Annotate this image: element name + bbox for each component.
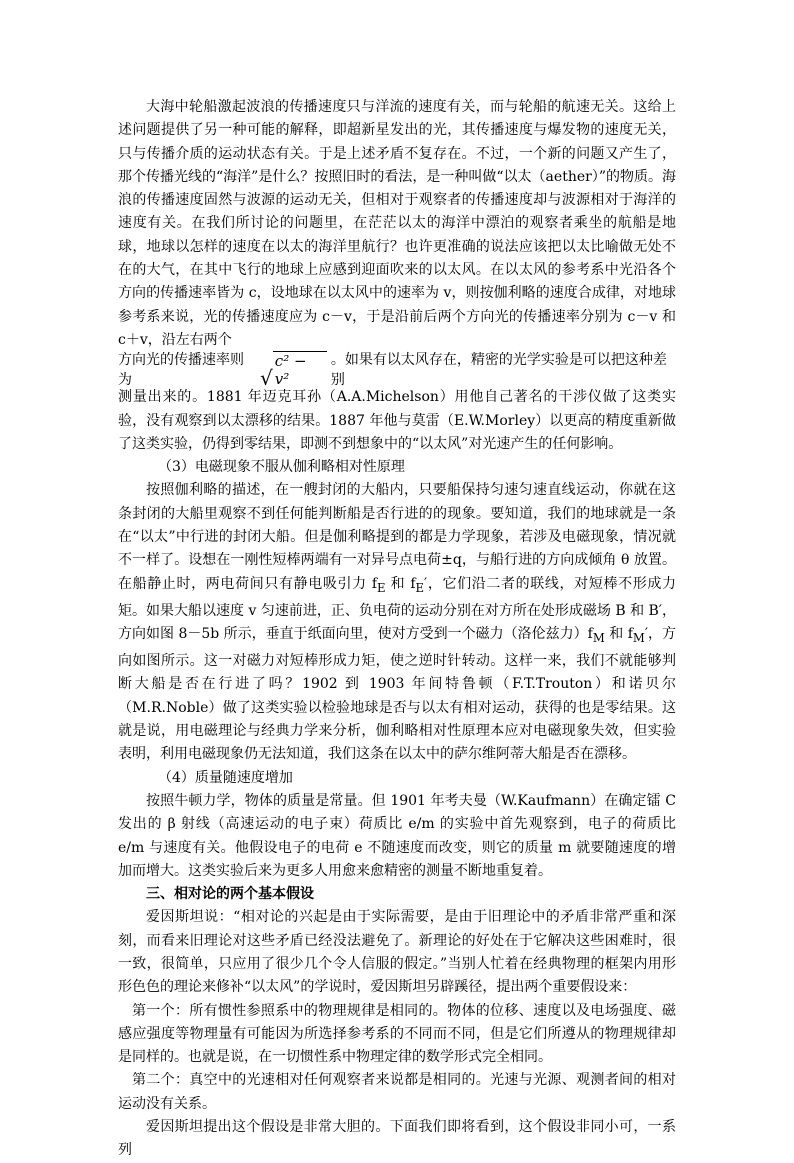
sqrt-formula	[260, 351, 327, 388]
radical-sign-icon: √	[260, 365, 273, 390]
heading-mass-velocity: （4）质量随速度增加	[158, 769, 293, 786]
paragraph-trouton-noble: 按照伽利略的描述，在一艘封闭的大船内，只要船保持匀速匀速直线运动，你就在这条封闭的大船里观察不到任何能判断船是否行进的的现象。要知道，我们的地球就是一条在“以太”中行进的封闭大船。但是伽利略提到的都是力学现象，若涉及电磁现象，情况就不一样了。设想在一刚性短棒两端有一对异号点电荷±q，与船行进的方向成倾角 θ 放置。在船静止时，两电荷间只有静电吸引力 $f_E$ 和 $f_E'$，它们沿二者的联线，对短棒不形成力矩。如果大船以速度 v 匀速前进，正、负电荷的运动分别在对方所在处形成磁场 B 和 B′，方向如图 8－5b 所示，垂直于纸面向里，使对方受到一个磁力（洛伦兹力）$f_M$ 和 $f_M'$，方向如图所示。这一对磁力对短棒形成力矩，使之逆时针转动。这样一来，我们不就能够判断大船是否在行进了吗？1902 到 1903 年间特鲁顿（F.T.Trouton）和诺贝尔（M.R.Noble）做了这类实验以检验地球是否与以太有相对运动，获得的也是零结果。这就是说，用电磁理论与经典力学来分析，伽利略相对性原理本应对电磁现象失效，但实验表明，利用电磁现象仍无法知道，我们这条在以太中的萨尔维阿蒂大船是否在漂移。	[118, 482, 677, 763]
paragraph-einstein-quote: 爱因斯坦说：“相对论的兴起是由于实际需要，是由于旧理论中的矛盾非常严重和深刻，而看来旧理论对这些矛盾已经没法避免了。新理论的好处在于它解决这些困难时，很一致，很简单，只应用了很少几个令人信服的假定。”当别人忙着在经典物理的框架内用形形色色的理论来修补“以太风”的学说时，爱因斯坦另辟蹊径，提出两个重要假设来：	[118, 909, 676, 996]
paragraph-bold-assumption: 爱因斯坦提出这个假设是非常大胆的。下面我们即将看到，这个假设非同小可，一系列	[118, 1119, 676, 1159]
formula-text-before: 方向光的传播速率则为	[118, 352, 244, 389]
formula-text-after: 。如果有以太风存在，精密的光学实验是可以把这种差别	[330, 352, 667, 389]
paragraph-second-postulate: 第二个：真空中的光速相对任何观察者来说都是相同的。光速与光源、观测者间的相对运动没有关系。	[118, 1072, 676, 1112]
paragraph-michelson: 测量出来的。1881 年迈克耳孙（A.A.Michelson）用他自己著名的干涉仪做了这类实验，没有观察到以太漂移的结果。1887 年他与莫雷（E.W.Morley）以更高的精度重新做了这类实验，仍得到零结果，即测不到想象中的“以太风”对光速产生的任何影响。	[118, 389, 676, 452]
section-heading-postulates: 三、相对论的两个基本假设	[146, 886, 314, 903]
formula-radicand: c² − v²	[273, 351, 327, 388]
paragraph-kaufmann: 按照牛顿力学，物体的质量是常量。但 1901 年考夫曼（W.Kaufmann）在确定镭 C 发出的 β 射线（高速运动的电子束）荷质比 e/m 的实验中首先观察到，电子的荷质比 e/m 与速度有关。他假设电子的电荷 e 不随速度而改变，则它的质量 m 就要随速度的增加而增大。这类实验后来为更多人用愈来愈精密的测量不断地重复着。	[118, 792, 676, 879]
heading-electromagnetic: （3）电磁现象不服从伽利略相对性原理	[158, 459, 405, 476]
document-page	[118, 96, 676, 1163]
formula-line	[118, 351, 676, 390]
paragraph-first-postulate: 第一个：所有惯性参照系中的物理规律是相同的。物体的位移、速度以及电场强度、磁感应强度等物理量有可能因为所选择参考系的不同而不同，但是它们所遵从的物理规律却是同样的。也就是说，在一切惯性系中物理定律的数学形式完全相同。	[118, 1002, 676, 1066]
paragraph-aether: 大海中轮船激起波浪的传播速度只与洋流的速度有关，而与轮船的航速无关。这给上述问题提供了另一种可能的解释，即超新星发出的光，其传播速度与爆发物的速度无关，只与传播介质的运动状态有关。于是上述矛盾不复存在。不过，一个新的问题又产生了，那个传播光线的“海洋”是什么？按照旧时的看法，是一种叫做“以太（aether）”的物质。海浪的传播速度固然与波源的运动无关，但相对于观察者的传播速度却与波源相对于海洋的速度有关。在我们所讨论的问题里，在茫茫以太的海洋中漂泊的观察者乘坐的航船是地球，地球以怎样的速度在以太的海洋里航行？也许更准确的说法应该把以太比喻做无处不在的大气，在其中飞行的地球上应感到迎面吹来的以太风。在以太风的参考系中光沿各个方向的传播速率皆为 c，设地球在以太风中的速率为 v，则按伽利略的速度合成律，对地球参考系来说，光的传播速度应为 c－v，于是沿前后两个方向光的传播速率分别为 c－v 和 c＋v，沿左右两个	[118, 99, 676, 348]
